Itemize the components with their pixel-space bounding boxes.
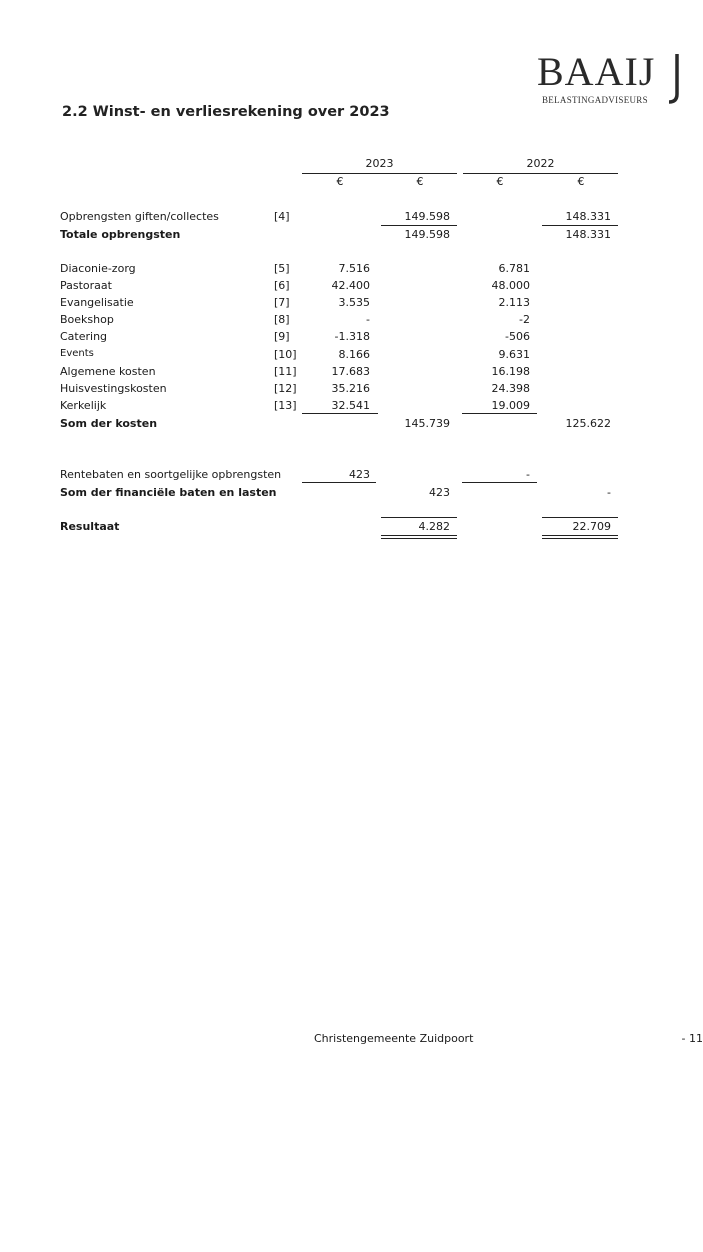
row-value-2023-detail: -1.318 [334,330,370,343]
row-note: [7] [274,296,290,309]
table-row-som-financiele [0,486,703,503]
year-2022-underline [463,173,618,174]
row-value-2022-detail: -506 [505,330,530,343]
result-double-line-2022-b [542,538,618,539]
result-double-line-2023-b [381,538,457,539]
row-value-2023-detail: 7.516 [338,262,370,275]
financial-subtotal-line-2022 [462,482,537,483]
row-value-2022-detail: 6.781 [498,262,530,275]
row-value-2023-total: 4.282 [418,520,450,533]
row-value-2022-detail: 24.398 [491,382,530,395]
row-label: Algemene kosten [60,365,156,378]
row-value-2022-total: 125.622 [565,417,611,430]
row-note: [6] [274,279,290,292]
currency-2022-total: € [577,175,585,188]
footer-page-number: - 11 [681,1032,703,1045]
year-2023-underline [302,173,457,174]
row-label: Som der financiële baten en lasten [60,486,277,499]
row-value-2023-detail: - [366,313,370,326]
row-label: Huisvestingskosten [60,382,167,395]
row-note: [13] [274,399,297,412]
row-value-2023-detail: 8.166 [338,348,370,361]
row-label: Catering [60,330,108,343]
table-row-totale-opbrengsten [0,228,703,245]
table-row-boekshop [0,313,703,330]
row-value-2022-total: 148.331 [565,228,611,241]
subtotal-line-2023 [381,225,457,226]
row-value-2023-detail: 423 [349,468,370,481]
table-row-diaconie-zorg [0,262,703,279]
row-label: Resultaat [60,520,120,533]
currency-2023-total: € [416,175,424,188]
table-row-catering [0,330,703,347]
row-label: Boekshop [60,313,114,326]
currency-2022-detail: € [496,175,504,188]
table-row-algemene-kosten [0,365,703,382]
row-value-2022-detail: - [526,468,530,481]
table-row-huisvestingskosten [0,382,703,399]
row-label: Som der kosten [60,417,158,430]
row-value-2023-detail: 32.541 [331,399,370,412]
row-label: Pastoraat [60,279,112,292]
currency-2023-detail: € [336,175,344,188]
row-label: Diaconie-zorg [60,262,136,275]
result-double-line-2022-a [542,535,618,536]
financial-subtotal-line-2023 [302,482,376,483]
logo-hook-icon [667,54,685,104]
table-row-evangelisatie [0,296,703,313]
costs-subtotal-line-2022 [462,413,537,414]
row-value-2023-total: 423 [429,486,450,499]
row-note: [11] [274,365,297,378]
baaij-logo [537,49,687,108]
row-label: Kerkelijk [60,399,107,412]
row-note: [12] [274,382,297,395]
page-title: 2.2 Winst- en verliesrekening over 2023 [62,104,390,120]
row-value-2022-total: 22.709 [572,520,611,533]
row-label: Opbrengsten giften/collectes [60,210,219,223]
logo-wordmark: BAAIJ [537,49,656,94]
logo-tagline: BELASTINGADVISEURS [542,95,648,105]
table-row-som-der-kosten [0,417,703,434]
year-2023-header: 2023 [365,157,394,170]
row-value-2023-detail: 3.535 [338,296,370,309]
row-value-2023-detail: 42.400 [331,279,370,292]
row-value-2022-total: 148.331 [565,210,611,223]
row-note: [8] [274,313,290,326]
footer-organisation: Christengemeente Zuidpoort [314,1032,474,1045]
row-note: [10] [274,348,297,361]
row-value-2023-detail: 17.683 [331,365,370,378]
row-value-2023-detail: 35.216 [331,382,370,395]
row-value-2023-total: 145.739 [404,417,450,430]
row-value-2022-total: - [607,486,611,499]
row-label: Events [60,348,94,359]
subtotal-line-2022 [542,225,618,226]
row-label: Rentebaten en soortgelijke opbrengsten [60,468,282,481]
row-value-2022-detail: -2 [519,313,530,326]
row-note: [9] [274,330,290,343]
row-note: [4] [274,210,290,223]
row-value-2022-detail: 9.631 [498,348,530,361]
result-top-line-2023 [381,517,457,518]
year-2022-header: 2022 [526,157,555,170]
row-value-2023-total: 149.598 [404,210,450,223]
table-row-events [0,348,703,365]
row-value-2022-detail: 19.009 [491,399,530,412]
row-label: Evangelisatie [60,296,134,309]
row-value-2022-detail: 48.000 [491,279,530,292]
costs-subtotal-line-2023 [302,413,378,414]
row-value-2022-detail: 16.198 [491,365,530,378]
row-value-2022-detail: 2.113 [498,296,530,309]
row-value-2023-total: 149.598 [404,228,450,241]
result-double-line-2023-a [381,535,457,536]
row-note: [5] [274,262,290,275]
result-top-line-2022 [542,517,618,518]
row-label: Totale opbrengsten [60,228,181,241]
table-row-pastoraat [0,279,703,296]
